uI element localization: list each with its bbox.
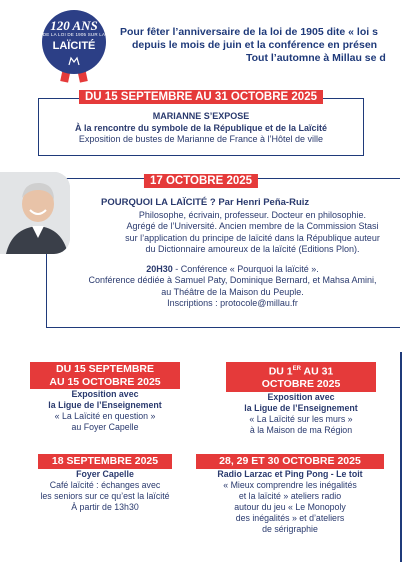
conference-contact: Inscriptions : protocole@millau.fr <box>167 298 298 308</box>
badge-number: 120 ANS <box>50 18 98 33</box>
event-radio-larzac-line: des inégalités » et d’ateliers <box>235 512 345 523</box>
event-conference-bio <box>65 210 400 256</box>
intro-line-3: Tout l’automne à Millau se d <box>246 52 386 64</box>
marianne-icon <box>68 56 80 66</box>
event-cafe-laicite <box>38 454 172 513</box>
event-cafe-laicite-time: À partir de 13h30 <box>71 501 139 512</box>
badge-subtitle: DE LA LOI DE 1905 SUR LA <box>42 32 106 37</box>
event-radio-larzac <box>196 454 384 535</box>
event-marianne-content <box>39 111 363 146</box>
bio-line: Philosophe, écrivain, professeur. Docteur en philosophie. <box>138 209 367 220</box>
event-conference-box <box>46 178 400 328</box>
event-ligue-murs-place: à la Maison de ma Région <box>249 424 353 435</box>
event-radio-larzac-org: Radio Larzac et Ping Pong - Le toit <box>217 468 363 479</box>
dates-line <box>230 363 372 378</box>
intro-line-2: depuis le mois de juin et la conférence en présen <box>132 39 378 51</box>
anniversary-badge-logo <box>42 10 106 80</box>
event-radio-larzac-line: autour du jeu « Le Monopoly <box>234 501 346 512</box>
event-ligue-question-title: Exposition avec <box>71 389 139 399</box>
event-marianne-detail: Exposition de bustes de Marianne de France à l’Hôtel de ville <box>78 134 324 144</box>
dates-line: OCTOBRE 2025 <box>261 378 341 390</box>
event-conference-title: POURQUOI LA LAÏCITÉ ? Par Henri Peña-Ruiz <box>101 197 310 208</box>
date-superscript: ER <box>292 366 301 372</box>
speaker-photo <box>0 172 70 254</box>
dates-line: DU 15 SEPTEMBRE <box>55 363 155 375</box>
event-conference-desc: - Conférence « Pourquoi la laïcité ». <box>172 263 319 274</box>
bio-line: du Dictionnaire amoureux de la laïcité (Editions Plon). <box>145 244 360 254</box>
event-ligue-question-org: la Ligue de l’Enseignement <box>48 400 162 410</box>
event-ligue-murs <box>226 362 376 436</box>
event-conference-time-line <box>65 264 400 276</box>
event-ligue-murs-name: « La Laïcité sur les murs » <box>249 413 353 424</box>
event-radio-larzac-line: et la laïcité » ateliers radio <box>238 490 342 501</box>
bio-line: Agrégé de l’Université. Ancien membre de la Commission Stasi <box>126 221 379 231</box>
event-ligue-murs-title: Exposition avec <box>267 391 335 402</box>
event-cafe-laicite-line: les seniors sur ce qu’est la laïcité <box>40 490 170 501</box>
event-marianne-box <box>38 98 364 156</box>
intro-line-1: Pour fêter l’anniversaire de la loi de 1905 dite « loi s <box>120 26 378 38</box>
event-ligue-question-dates <box>30 362 180 389</box>
intro-text <box>120 26 402 65</box>
event-ligue-question <box>30 362 180 433</box>
date-part: DU 1 <box>268 365 293 378</box>
event-conference-time: 20H30 <box>146 263 173 274</box>
dates-line: AU 15 OCTOBRE 2025 <box>49 375 161 388</box>
event-cafe-laicite-place: Foyer Capelle <box>76 468 134 479</box>
badge-word: LAÏCITÉ <box>52 40 96 52</box>
event-radio-larzac-line: de sérigraphie <box>262 523 318 534</box>
date-part: AU 31 <box>300 365 334 378</box>
bio-line: sur l’application du principe de laïcité dans la République auteur <box>125 232 380 243</box>
event-cafe-laicite-date: 18 SEPTEMBRE 2025 <box>38 454 172 469</box>
event-ligue-question-place: au Foyer Capelle <box>71 422 139 432</box>
event-marianne-dates: DU 15 SEPTEMBRE AU 31 OCTOBRE 2025 <box>79 90 323 104</box>
conference-detail-line: au Théâtre de la Maison du Peuple. <box>161 286 304 297</box>
event-radio-larzac-dates: 28, 29 ET 30 OCTOBRE 2025 <box>196 454 384 469</box>
event-conference-content <box>65 197 400 310</box>
event-ligue-question-name: « La Laïcité en question » <box>54 411 156 421</box>
event-radio-larzac-line: « Mieux comprendre les inégalités <box>223 479 357 490</box>
badge-circle <box>42 10 106 74</box>
conference-detail-line: Conférence dédiée à Samuel Paty, Dominique Bernard, et Mahsa Amini, <box>88 275 377 285</box>
event-conference-date: 17 OCTOBRE 2025 <box>144 174 258 188</box>
event-marianne-title: MARIANNE S’EXPOSE <box>152 111 250 121</box>
event-cafe-laicite-line: Café laïcité : échanges avec <box>49 479 161 490</box>
event-ligue-murs-dates <box>226 362 376 392</box>
event-marianne-subtitle: À la rencontre du symbole de la République et de la Laïcité <box>74 122 328 133</box>
event-ligue-murs-org: la Ligue de l’Enseignement <box>244 402 358 413</box>
